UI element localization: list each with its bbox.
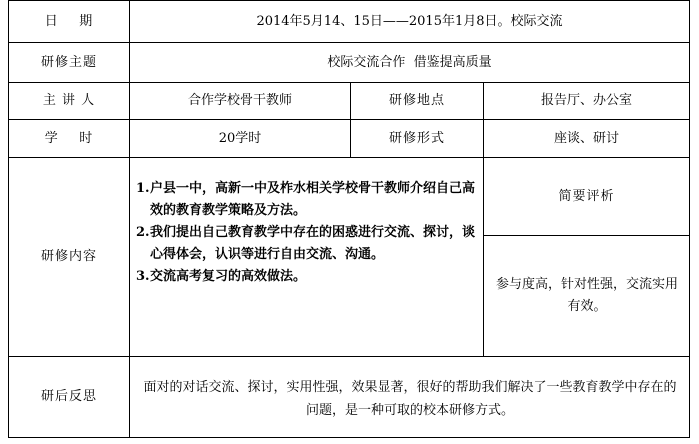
form-label: 研修形式 [388, 130, 445, 146]
theme-label: 研修主题 [40, 54, 97, 70]
hours-label: 学 时 [44, 130, 94, 146]
reflection-label: 研后反思 [40, 389, 97, 404]
theme-value: 校际交流合作 借鉴提高质量 [327, 54, 492, 70]
speaker-value: 合作学校骨干教师 [187, 93, 292, 108]
content-list [136, 178, 476, 288]
date-value: 2014年5月14、15日——2015年1月8日。校际交流 [256, 13, 563, 29]
date-label: 日 期 [44, 13, 94, 29]
border-right [689, 0, 690, 438]
speaker-label: 主 讲 人 [42, 93, 96, 108]
list-item: 1. 户县一中，高新一中及柞水相关学校骨干教师介绍自己高效的教育教学策略及方法。 [136, 181, 476, 218]
list-item: 3. 交流高考复习的高效做法。 [136, 269, 307, 284]
list-item: 2. 我们提出自己教育教学中存在的困惑进行交流、探讨，谈心得体会，认识等进行自由交流、沟通。 [136, 225, 476, 262]
border-bottom [8, 437, 690, 438]
review-text: 参与度高，针对性强，交流实用有效。 [495, 277, 678, 314]
location-value: 报告厅、办公室 [540, 93, 632, 108]
location-label: 研修地点 [388, 93, 445, 108]
review-label: 简要评析 [558, 188, 615, 204]
content-label: 研修内容 [40, 249, 97, 264]
reflection-text: 面对的对话交流、探讨，实用性强，效果显著，很好的帮助我们解决了一些教育教学中存在的问题，是一种可取的校本研修方式。 [143, 380, 677, 418]
form-value: 座谈、研讨 [553, 130, 619, 146]
hours-value: 20学时 [218, 130, 262, 146]
